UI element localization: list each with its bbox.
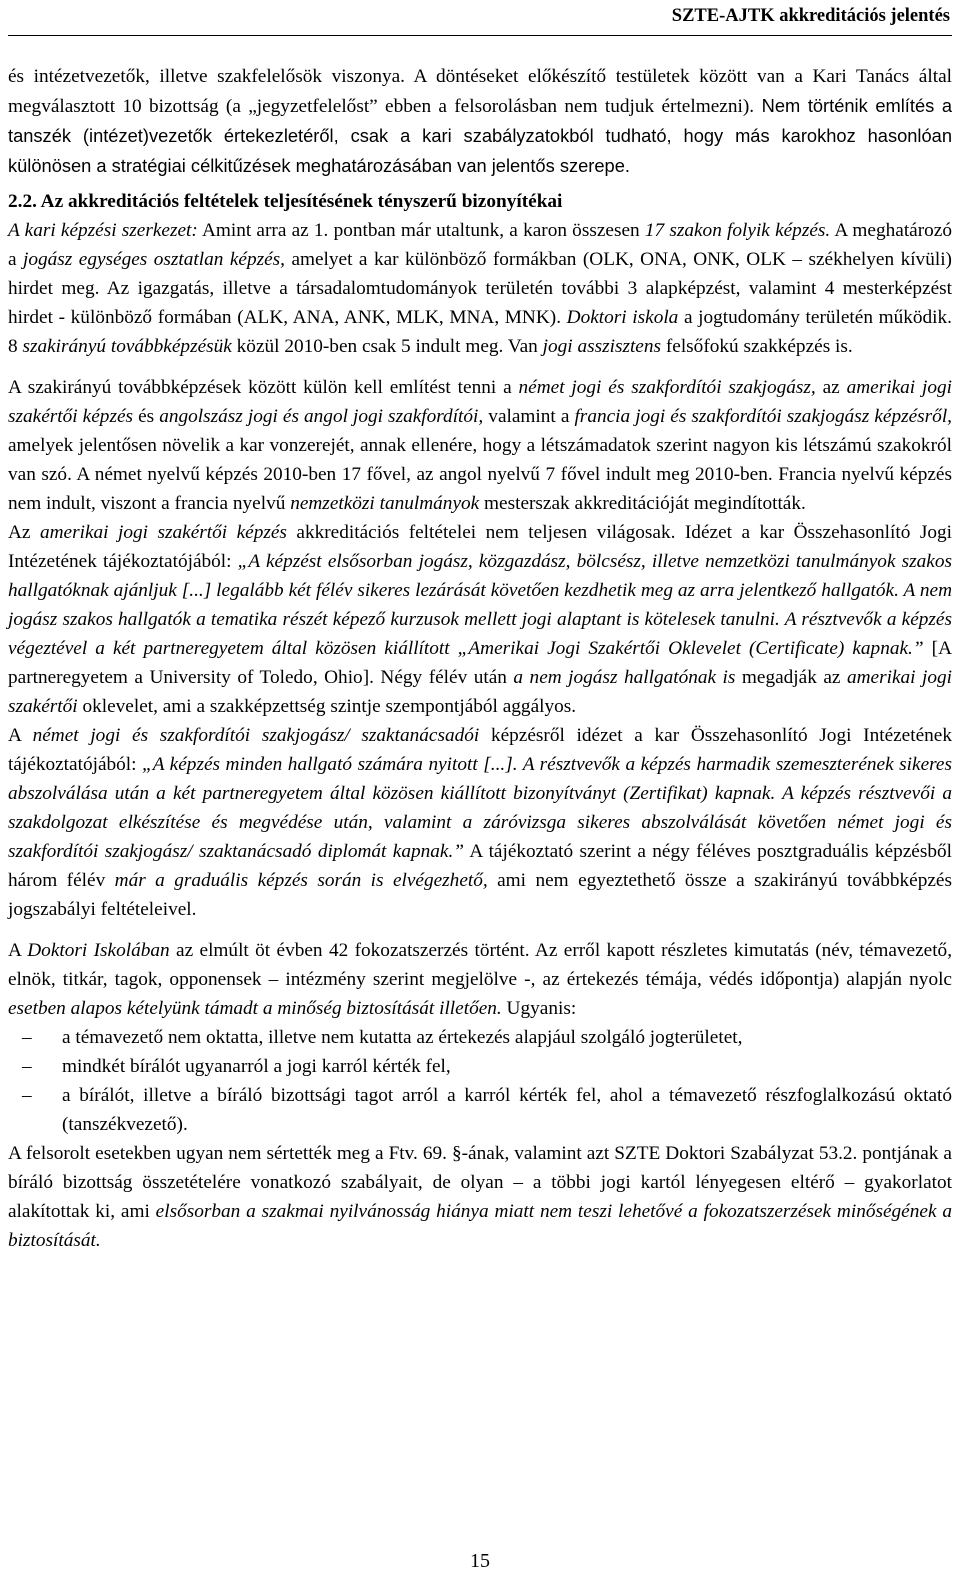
paragraph-governance: és intézetvezetők, illetve szakfelelősök viszonya. A döntéseket előkészítő testületek között van a Kari Tanács által megválasztott 10 bizottság (a „jegyzetfelelőst” ebben a felsorolásban nem tudjuk értelmezni). Nem történik említés a tanszék (intézet)vezetők értekezletéről, csak a kari szabályzatokból tudható, hogy más karokhoz hasonlóan különösen a stratégiai célkitűzések meghatározásában van jelentős szerepe. bbox=[8, 66, 952, 176]
list-item: – mindkét bírálót ugyanarról a jogi karról kérték fel, bbox=[8, 1052, 952, 1081]
header-divider bbox=[8, 35, 952, 36]
paragraph-training-structure: A kari képzési szerkezet: Amint arra az 1. pontban már utaltunk, a karon összesen 17 szakon folyik képzés. A meghatározó a jogász egységes osztatlan képzés, amelyet a kar különböző formákban (OLK, ONA, ONK, OLK – székhelyen kívüli) hirdet meg. Az igazgatás, illetve a társadalomtudományok területén további 3 alapképzést, valamint 4 mesterképzést hirdet - különböző formában (ALK, ANA, ANK, MLK, MNA, MNK). Doktori iskola a jogtudomány területén működik. 8 szakirányú továbbképzésük közül 2010-ben csak 5 indult meg. Van jogi asszisztens felsőfokú szakképzés is. bbox=[8, 220, 952, 357]
paragraph-conclusion: A felsorolt esetekben ugyan nem sértették meg a Ftv. 69. §-ának, valamint azt SZTE Doktori Szabályzat 53.2. pontjának a bíráló bizottság összetételére vonatkozó szabályait, de olyan – a többi jogi kartól lényegesen eltérő – gyakorlatot alakítottak ki, ami elsősorban a szakmai nyilvánosság hiánya miatt nem teszi lehetővé a fokozatszerzések minőségének a biztosítását. bbox=[8, 1143, 952, 1251]
issues-list bbox=[8, 1023, 952, 1139]
paragraph-doctoral-school: A Doktori Iskolában az elmúlt öt évben 42 fokozatszerzés történt. Az erről kapott részletes kimutatás (név, témavezető, elnök, titkár, tagok, opponensek – intézmény szerint megjelölve -, az értekezés témája, védés időpontja) alapján nyolc esetben alapos kételyünk támadt a minőség biztosítását illetően. Ugyanis: bbox=[8, 940, 953, 1019]
running-header: SZTE-AJTK akkreditációs jelentés bbox=[671, 6, 950, 26]
list-item: – a témavezető nem oktatta, illetve nem kutatta az értekezés alapjául szolgáló jogterületet, bbox=[8, 1023, 952, 1052]
page-number: 15 bbox=[470, 1550, 490, 1572]
list-item: – a bírálót, illetve a bíráló bizottsági tagot arról a karról kérték fel, ahol a témavezető részfoglalkozású oktató (tanszékvezető). bbox=[8, 1081, 952, 1139]
paragraph-specialist-training: A szakirányú továbbképzések között külön kell említést tenni a német jogi és szakfordítói szakjogász, az amerikai jogi szakértői képzés és angolszász jogi és angol jogi szakfordítói, valamint a francia jogi és szakfordítói szakjogász képzésről, amelyek jelentősen növelik a kar vonzerejét, annak ellenére, hogy a létszámadatok szerint nagyon kis létszámú szakokról van szó. A német nyelvű képzés 2010-ben 17 fővel, az angol nyelvű 7 fővel indult meg 2010-ben. Francia nyelvű képzés nem indult, viszont a francia nyelvű nemzetközi tanulmányok mesterszak akkreditációját megindították. bbox=[8, 377, 953, 514]
paragraph-german-law: A német jogi és szakfordítói szakjogász/ szaktanácsadói képzésről idézet a kar Összehasonlító Jogi Intézetének tájékoztatójából: „A képzés minden hallgató számára nyitott [...]. A résztvevők a képzés harmadik szemeszterének sikeres abszolválása után a két partneregyetem által közösen kiállított bizonyítványt (Zertifikat) kapnak. A képzés résztvevői a szakdolgozat elkészítése és megvédése után, valamint a záróvizsga sikeres abszolválását követően német jogi és szakfordítói szakjogász/ szaktanácsadó diplomát kapnak.” A tájékoztató szerint a négy féléves posztgraduális képzésből három félév már a graduális képzés során is elvégezhető, ami nem egyeztethető össze a szakirányú továbbképzés jogszabályi feltételeivel. bbox=[8, 725, 952, 920]
section-heading: 2.2. Az akkreditációs feltételek teljesítésének tényszerű bizonyítékai bbox=[8, 191, 563, 212]
document-body bbox=[8, 62, 952, 1255]
paragraph-american-law: Az amerikai jogi szakértői képzés akkreditációs feltételei nem teljesen világosak. Idézet a kar Összehasonlító Jogi Intézetének tájékoztatójából: „A képzést elsősorban jogász, közgazdász, bölcsész, illetve nemzetközi tanulmányok szakos hallgatóknak ajánljuk [...] legalább két félév sikeres lezárását követően kezdhetik meg az arra jelentkező hallgatók. A nem jogász szakos hallgatók a tematika részét képező kurzusok mellett jogi alaptant is kötelesek tanulni. A résztvevők a képzés végeztével a két partneregyetem által közösen kiállított „Amerikai Jogi Szakértői Oklevelet (Certificate) kapnak.” [A partneregyetem a University of Toledo, Ohio]. Négy félév után a nem jogász hallgatónak is megadják az amerikai jogi szakértői oklevelet, ami a szakképzettség szintje szempontjából aggályos. bbox=[8, 522, 953, 717]
